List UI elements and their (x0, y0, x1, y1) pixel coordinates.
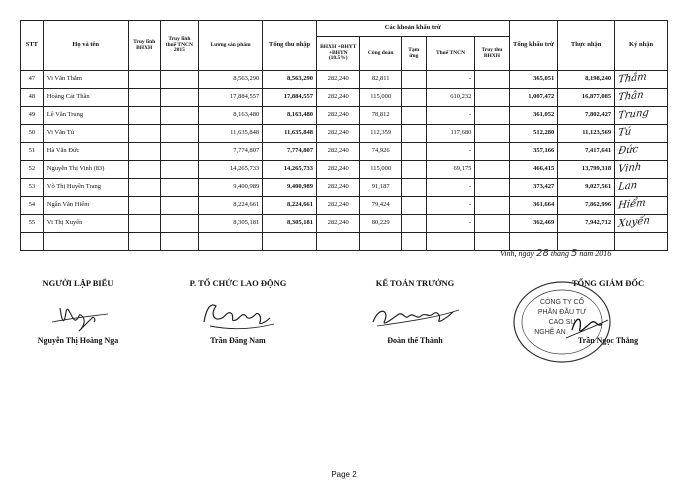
cell-name: Hoàng Cát Thân (43, 89, 128, 107)
cell-stt: 54 (21, 197, 44, 215)
cell-bhxh-collect (475, 161, 509, 179)
cell-insurance: 282,240 (317, 143, 360, 161)
cell-total-deduct: 362,469 (509, 215, 558, 233)
cell-advance (401, 125, 426, 143)
empty-cell (263, 233, 317, 251)
handwritten-signature: Thân (617, 89, 645, 104)
cell-total-deduct: 361,052 (509, 107, 558, 125)
signature-cell (615, 215, 668, 233)
empty-cell (615, 233, 668, 251)
cell-total-deduct: 357,166 (509, 143, 558, 161)
cell-net-pay: 7,417,641 (558, 143, 615, 161)
cell-net-pay: 16,877,085 (558, 89, 615, 107)
signature-cell (615, 107, 668, 125)
cell-net-pay: 8,198,240 (558, 71, 615, 89)
signature-cell (615, 125, 668, 143)
cell-stt: 52 (21, 161, 44, 179)
cell-net-pay: 7,802,427 (558, 107, 615, 125)
table-row (21, 143, 668, 161)
handwritten-signature: Trung (617, 107, 650, 122)
col-signature-header: Ký nhận (615, 21, 668, 71)
page-number: Page 2 (331, 470, 357, 479)
cell-insurance: 282,240 (317, 179, 360, 197)
handwritten-signature: Thắm (617, 71, 648, 86)
cell-name: Võ Thị Huyền Trang (43, 179, 128, 197)
col-tax-header: Thuế TNCN (426, 37, 475, 71)
cell-union: 79,424 (360, 197, 401, 215)
cell-name: Nguyễn Thị Vinh (83) (43, 161, 128, 179)
table-row (21, 161, 668, 179)
cell-bhxh-collect (475, 71, 509, 89)
col-name-header: Họ và tên (43, 21, 128, 71)
cell-tax: - (426, 179, 475, 197)
cell-advance (401, 107, 426, 125)
cell-tax: 610,232 (426, 89, 475, 107)
empty-cell (199, 233, 263, 251)
empty-cell (317, 233, 360, 251)
svg-text:CÔNG TY CỔ: CÔNG TY CỔ (539, 299, 585, 306)
cell-total-deduct: 512,280 (509, 125, 558, 143)
cell-tncn-back (160, 179, 198, 197)
svg-text:PHẦN ĐẦU TƯ: PHẦN ĐẦU TƯ (537, 309, 587, 316)
cell-insurance: 282,240 (317, 161, 360, 179)
cell-bhxh-back (128, 89, 160, 107)
payroll-table (20, 20, 668, 251)
cell-total-deduct: 1,007,472 (509, 89, 558, 107)
signature-cell (615, 89, 668, 107)
empty-cell (160, 233, 198, 251)
date-month: 5 (571, 248, 578, 259)
empty-cell (360, 233, 401, 251)
cell-union: 112,359 (360, 125, 401, 143)
col-union-header: Công đoàn (360, 37, 401, 71)
cell-net-pay: 9,027,561 (558, 179, 615, 197)
table-row (21, 197, 668, 215)
labor-dept-name: Trần Đăng Nam (210, 336, 266, 345)
cell-total-income: 17,884,557 (263, 89, 317, 107)
cell-union: 115,000 (360, 89, 401, 107)
cell-stt: 50 (21, 125, 44, 143)
cell-total-deduct: 466,415 (509, 161, 558, 179)
cell-total-income: 11,635,848 (263, 125, 317, 143)
cell-union: 115,000 (360, 161, 401, 179)
cell-bhxh-back (128, 125, 160, 143)
table-row (21, 71, 668, 89)
cell-insurance: 282,240 (317, 89, 360, 107)
empty-cell (21, 233, 44, 251)
cell-bhxh-back (128, 107, 160, 125)
cell-bhxh-collect (475, 107, 509, 125)
cell-product-pay: 14,265,733 (199, 161, 263, 179)
payroll-body (21, 71, 668, 251)
cell-bhxh-back (128, 215, 160, 233)
cell-stt: 47 (21, 71, 44, 89)
preparer-block (22, 278, 134, 345)
cell-product-pay: 8,563,290 (199, 71, 263, 89)
cell-tncn-back (160, 143, 198, 161)
cell-advance (401, 215, 426, 233)
cell-total-income: 14,265,733 (263, 161, 317, 179)
preparer-title: NGƯỜI LẬP BIỂU (42, 278, 114, 288)
cell-union: 82,811 (360, 71, 401, 89)
cell-advance (401, 71, 426, 89)
cell-tncn-back (160, 107, 198, 125)
accountant-title: KẾ TOÁN TRƯỞNG (375, 278, 455, 288)
cell-advance (401, 143, 426, 161)
table-row (21, 89, 668, 107)
cell-union: 74,926 (360, 143, 401, 161)
director-title: TỔNG GIÁM ĐỐC (571, 278, 645, 288)
cell-name: Vi Thị Xuyến (43, 215, 128, 233)
cell-bhxh-collect (475, 179, 509, 197)
cell-tncn-back (160, 215, 198, 233)
cell-product-pay: 8,224,661 (199, 197, 263, 215)
cell-bhxh-collect (475, 215, 509, 233)
col-bhxh-collect-header: Truy thu BHXH (475, 37, 509, 71)
cell-tax: - (426, 107, 475, 125)
cell-total-income: 9,400,989 (263, 179, 317, 197)
cell-product-pay: 9,400,989 (199, 179, 263, 197)
cell-product-pay: 11,635,848 (199, 125, 263, 143)
cell-name: Vi Văn Thắm (43, 71, 128, 89)
cell-bhxh-back (128, 143, 160, 161)
cell-total-deduct: 361,664 (509, 197, 558, 215)
date-prefix: Vinh, ngày (500, 249, 535, 258)
cell-bhxh-back (128, 179, 160, 197)
cell-total-deduct: 373,427 (509, 179, 558, 197)
date-year: năm 2016 (579, 249, 612, 258)
cell-tax: - (426, 143, 475, 161)
cell-tax: - (426, 215, 475, 233)
signature-cell (615, 161, 668, 179)
cell-total-deduct: 365,051 (509, 71, 558, 89)
cell-net-pay: 7,862,996 (558, 197, 615, 215)
empty-cell (128, 233, 160, 251)
col-tncn-back-header: Truy lĩnh thuế TNCN 2015 (160, 21, 198, 71)
accountant-block (355, 278, 475, 345)
cell-product-pay: 8,163,480 (199, 107, 263, 125)
signature-cell (615, 143, 668, 161)
company-seal (510, 276, 616, 366)
cell-product-pay: 7,774,807 (199, 143, 263, 161)
cell-total-income: 8,305,181 (263, 215, 317, 233)
cell-bhxh-back (128, 71, 160, 89)
cell-total-income: 8,163,480 (263, 107, 317, 125)
accountant-signature (355, 292, 475, 336)
accountant-name: Đoàn thế Thành (387, 336, 443, 345)
handwritten-signature: Lan (617, 180, 638, 194)
cell-bhxh-collect (475, 125, 509, 143)
col-total-income-header: Tổng thu nhập (263, 21, 317, 71)
svg-text:CAO SU: CAO SU (548, 319, 576, 326)
handwritten-signature: Hiểm (617, 197, 647, 212)
col-bhxh-back-header: Truy lĩnh BHXH (128, 21, 160, 71)
cell-tax: 69,175 (426, 161, 475, 179)
date-month-label: tháng (550, 249, 570, 258)
cell-tax: - (426, 71, 475, 89)
table-row (21, 179, 668, 197)
date-day: 28 (536, 248, 549, 259)
handwritten-signature: Xuyến (617, 215, 651, 230)
date-line (500, 248, 611, 259)
cell-name: Vi Văn Tú (43, 125, 128, 143)
cell-tncn-back (160, 89, 198, 107)
cell-insurance: 282,240 (317, 125, 360, 143)
cell-bhxh-back (128, 161, 160, 179)
cell-stt: 49 (21, 107, 44, 125)
labor-dept-block (170, 278, 306, 345)
preparer-name: Nguyễn Thị Hoàng Nga (37, 336, 119, 345)
col-advance-header: Tạm ứng (401, 37, 426, 71)
deductions-group-header: Các khoản khấu trừ (317, 21, 510, 37)
col-stt-header: STT (21, 21, 44, 71)
cell-insurance: 282,240 (317, 197, 360, 215)
col-total-deduct-header: Tổng khấu trừ (509, 21, 558, 71)
cell-stt: 53 (21, 179, 44, 197)
cell-net-pay: 7,942,712 (558, 215, 615, 233)
cell-product-pay: 8,305,181 (199, 215, 263, 233)
handwritten-signature: Đức (617, 144, 639, 158)
empty-cell (43, 233, 128, 251)
empty-cell (426, 233, 475, 251)
empty-cell (401, 233, 426, 251)
cell-stt: 51 (21, 143, 44, 161)
svg-text:NGHỆ AN: NGHỆ AN (534, 329, 566, 336)
cell-stt: 48 (21, 89, 44, 107)
cell-tax: - (426, 197, 475, 215)
cell-name: Lê Văn Trung (43, 107, 128, 125)
col-net-pay-header: Thực nhận (558, 21, 615, 71)
director-name: Trần Ngọc Thắng (577, 336, 639, 345)
signature-cell (615, 71, 668, 89)
cell-tncn-back (160, 197, 198, 215)
cell-product-pay: 17,884,557 (199, 89, 263, 107)
cell-advance (401, 197, 426, 215)
cell-advance (401, 161, 426, 179)
cell-tncn-back (160, 71, 198, 89)
labor-dept-signature (170, 292, 306, 336)
table-row (21, 215, 668, 233)
table-row (21, 125, 668, 143)
cell-bhxh-collect (475, 143, 509, 161)
cell-bhxh-collect (475, 89, 509, 107)
cell-net-pay: 11,123,569 (558, 125, 615, 143)
col-product-pay-header: Lương sản phẩm (199, 21, 263, 71)
cell-total-income: 7,774,807 (263, 143, 317, 161)
cell-tax: 117,680 (426, 125, 475, 143)
cell-tncn-back (160, 125, 198, 143)
cell-union: 80,229 (360, 215, 401, 233)
signature-cell (615, 197, 668, 215)
cell-net-pay: 13,799,318 (558, 161, 615, 179)
cell-stt: 55 (21, 215, 44, 233)
cell-insurance: 282,240 (317, 215, 360, 233)
preparer-signature (22, 292, 134, 336)
labor-dept-title: P. TỔ CHỨC LAO ĐỘNG (189, 278, 287, 288)
cell-tncn-back (160, 161, 198, 179)
cell-name: Ngân Văn Hiểm (43, 197, 128, 215)
col-insurance-header: BHXH +BHYT +BHTN (10.5%) (317, 37, 360, 71)
cell-insurance: 282,240 (317, 107, 360, 125)
cell-advance (401, 179, 426, 197)
cell-total-income: 8,224,661 (263, 197, 317, 215)
cell-bhxh-collect (475, 197, 509, 215)
cell-bhxh-back (128, 197, 160, 215)
cell-name: Hà Văn Đức (43, 143, 128, 161)
handwritten-signature: Vinh (617, 161, 642, 176)
signature-cell (615, 179, 668, 197)
cell-union: 91,187 (360, 179, 401, 197)
handwritten-signature: Tú (617, 126, 632, 140)
cell-insurance: 282,240 (317, 71, 360, 89)
cell-advance (401, 89, 426, 107)
table-row (21, 107, 668, 125)
cell-total-income: 8,563,290 (263, 71, 317, 89)
cell-union: 78,812 (360, 107, 401, 125)
